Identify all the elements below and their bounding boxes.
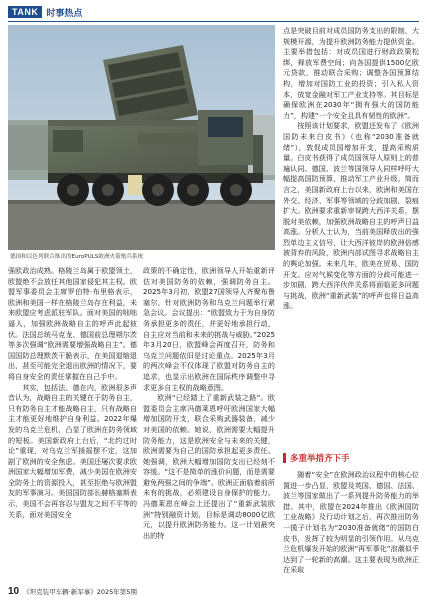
subheading-marker	[283, 453, 286, 463]
subheading-text: 多重举措齐下手	[290, 454, 350, 464]
article-column-right-bottom	[283, 470, 419, 583]
article-column-right-top	[283, 26, 419, 446]
publication-info: 《坦克装甲车辆·新军事》2025年第5期	[23, 587, 137, 596]
magazine-tag: TANK	[8, 6, 42, 18]
paragraph: 点是突破目前对成员国防务支出的限制，大规模开源，为提升欧洲防务能力提供资金。主要举措包括：对成员国进行财政政策松绑，释放军费空间；向各国提供1500亿欧元贷款，推动联合采购；调整各国预算结构，增加对国防工业的投资；引入私人资本，放宽金融对军工产业支持等。其目标是确保欧洲在2030年“拥有强大的国防能力”，构建“一个安全且具有韧性的欧洲”。	[283, 26, 419, 120]
page-footer	[8, 585, 419, 597]
rocket-launcher-photo	[8, 25, 275, 250]
paragraph: 政策的不确定性，欧洲领导人开始重新评估对美国防务的依赖，强调防务自主。2025年3月初，欧盟27国领导人齐聚布鲁塞尔，针对欧洲防务和乌克兰问题举行紧急会议。会议提出：“欧盟致力于为自身防务承担更多的责任，并更好地承担行动，自主应对当前和未来的挑战与威胁。”2025年3月20日，欧盟峰会再度召开，防务和乌克兰问题依旧是讨论重点。2025年3月的两次峰会不仅体现了欧盟对防务自主的追求，也显示出欧洲在国际秩序调整中寻求更多自主权的战略意图。	[143, 266, 275, 392]
article-column-left	[8, 266, 137, 583]
section-title: 时事热点	[46, 8, 83, 19]
paragraph: 其实，包括法、德在内，欧洲很多声音认为，战略自主的关键在于防务自主，只有防务自主才能战略自主，只有战略自主才能更好地维护自身利益。2022年爆发的乌克兰危机，凸显了欧洲在防务领域的短板。美国新政府上台后，“北约过时论”重现，对乌克兰军援摇摆不定，这加剧了欧洲的安全焦虑。美国还屡次要求欧洲国家大幅增加军费，减少美国在欧洲安全防务上的资源投入，甚至拒绝与欧洲盟友的军事演习。美国国防部长赫格塞斯表示，美国不会再容忍与盟友之间不平等的关系，面对美国安全	[8, 382, 137, 519]
article-column-middle	[143, 266, 275, 583]
paragraph: 强欧政治成熟。格陵兰岛属于欧盟领土，欧盟绝不会放任其他国家侵犯其主权。欧盟军事委员会主席罗伯特·布里格表示，欧洲和美国一样在格陵兰岛存在利益，未来欧盟应考虑派驻军队。面对美国的咄咄逼人，加强欧洲战略自主的呼声此起彼伏。法国总统马克龙、德国前总理朔尔茨等多次强调“欧洲需要增强战略自主”。德国国防总理默茨干脆表示，在美国退缩退出，甚至可能完全退出欧洲的情况下，要将自身安全的责任掌握在自己手中。	[8, 266, 137, 381]
photo-caption: 德国和以色列联合推出的EuroPULS欧洲火箭炮兵系统	[10, 254, 144, 260]
paragraph: 按照该计划要求，欧盟还发布了《欧洲国防未来白皮书》（也称“2030准备就绪”），敦促成员国增加开支，提高采购质量。白皮书获得了成员国领导人原则上的普遍认同。德国、波兰等国领导人同样呼吁大幅提高国防预算，推动军工产业升级。简而言之，美国新政府上台以来，欧洲和美国在外交、经济、军事等领域的分歧加剧，裂痕扩大。欧洲要求重新审视跨大西洋关系，摆脱对美依赖，加强欧洲战略自主的呼声日益高涨。分析人士认为，当前美国释放出的强烈单边主义信号，让大西洋彼岸的欧洲倍感被背弃的风险，欧洲内部试图寻求战略自主的舆论加强。未来几年，欧美在贸易、国防开支、应对气候变化等方面的分歧可能进一步加剧，跨大西洋伙伴关系将面临更多问题与挑战，欧洲“重新武装”的呼声也将日益高涨。	[283, 121, 419, 311]
header-divider	[8, 21, 419, 22]
paragraph: 欧洲“已经踏上了重新武装之路”。欧盟委员会主席冯德莱恩呼吁欧洲国家大幅增加国防开支，联合采购武器装备，减少对美国的依赖。她说，欧洲需要大幅提升防务能力，这是欧洲安全与未来的关键，欧洲需要为自己的国防承担起更多责任。她强调，欧洲大幅增加国防支出已经刻不容缓。“这不是简单的涨价问题，而是需要避免两强之间的争端”。欧洲正面临着前所未有的挑战，必须建设自身保护的能力。冯德莱恩在峰会上还提出了“重新武装欧洲”特别融资计划，目标是调动8000亿欧元，以提升欧洲防务能力。这一计划最突出的特	[143, 393, 275, 540]
paragraph: 随着“安全”在欧洲政治议程中的核心位置进一步凸显，欧盟及英国、德国、法国、波兰等国家做出了一系列提升防务能力的举措。其中，欧盟在2024年推出《欧洲国防工业战略》及行动计划之后，再次推出防务一揽子计划名为“2030准备就绪”的国防白皮书，发挥了较为明显的引领作用。从乌克兰危机爆发开始的欧洲“再军事化”浪潮似乎达到了一轮新的高潮。这主要表现为欧洲正在采取	[283, 470, 419, 575]
subheading	[283, 451, 419, 465]
page-header	[8, 5, 82, 19]
page-number: 10	[8, 585, 20, 597]
